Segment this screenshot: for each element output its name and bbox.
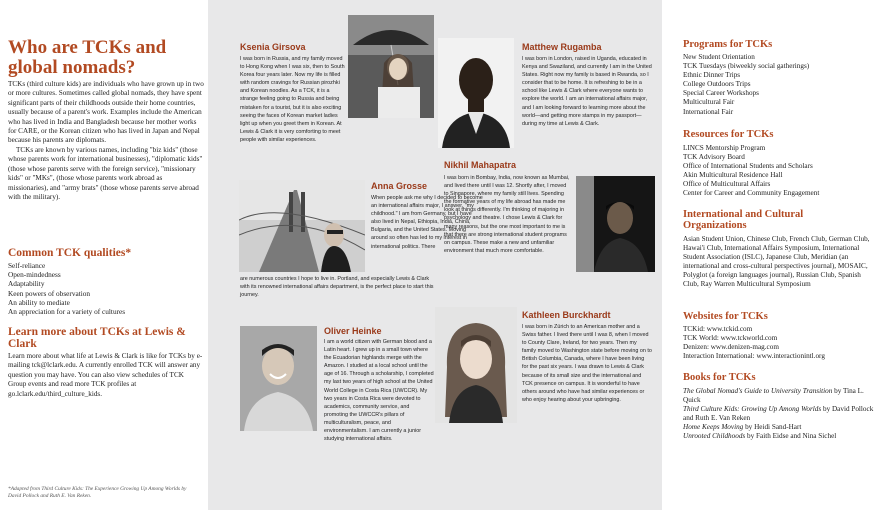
list-item: New Student Orientation	[683, 53, 755, 61]
book-title: Home Keeps Moving	[683, 423, 744, 432]
profile-name-kathleen: Kathleen Burckhardt	[522, 310, 611, 320]
learn-more-text: Learn more about what life at Lewis & Clark is like for TCKs by e-mailing tck@lclark.edu. A currently enrolled TCK will answer any question you may have. You can also view schedules of TCK Group events and read more TCK profiles at go.lclark.edu/third_culture_kids.	[8, 352, 203, 398]
list-item: Office of Multicultural Affairs	[683, 180, 771, 189]
profile-bio-kathleen: I was born in Zürich to an American mother and a Swiss father. I lived there until I was 8, when I moved to County Clare, Ireland, for two years. Then my family moved to Washington state before moving on to British Columbia, Canada, where I have been living for the past six years. I was drawn to Lewis & Clark because of its small size and the international and TCK presence on campus. It is wonderful to have others around who have had similar experiences or who enjoy hearing about your upbringing.	[522, 324, 652, 403]
profile-name-matthew: Matthew Rugamba	[522, 42, 602, 52]
book-title: The Global Nomad's Guide to University Transition	[683, 387, 833, 395]
book-title: Third Culture Kids: Growing Up Among Worlds	[683, 405, 822, 414]
list-item: TCK Advisory Board	[683, 153, 745, 162]
intro-paragraph-2: TCKs are known by various names, including "biz kids" (those whose parents work for international businesses), "diplomatic kids" (those whose parents serve with the foreign service), "missionary kids" or "MKs", (those whose parents work abroad as missionaries), and "army brats" (those whose parents serve abroad with the military).	[8, 146, 203, 202]
list-item: An appreciation for a variety of cultures	[8, 307, 126, 317]
profile-bio-nikhil: I was born in Bombay, India, now known as Mumbai, and lived there until I was 12. Shortly after, I moved to Singapore, where my family still lives. Spending the formative years of my life abroad has made me look at things differently. I'm thinking of majoring in psychology and theatre. I chose Lewis & Clark for many reasons, but the one most important to me is that there are strong international student programs on campus. These make a new and unfamiliar environment that much more comfortable.	[444, 175, 570, 254]
list-item: Keen powers of observation	[8, 288, 91, 298]
profiles-panel	[208, 0, 662, 510]
list-item: Interaction International: www.interactionintl.org	[683, 352, 825, 361]
list-item: TCKid: www.tckid.com	[683, 325, 753, 333]
list-item: LINCS Mentorship Program	[683, 144, 766, 152]
websites-heading: Websites for TCKs	[683, 311, 768, 322]
qualities-list	[8, 261, 204, 316]
book-author: by Faith Eidse and Nina Sichel	[745, 432, 837, 441]
page-title: Who are TCKs and global nomads?	[8, 37, 167, 78]
resources-list	[683, 144, 878, 199]
list-item: TCK Tuesdays (biweekly social gatherings)	[683, 62, 810, 71]
list-item	[683, 432, 878, 441]
list-item	[683, 387, 878, 405]
list-item: Special Career Workshops	[683, 89, 759, 98]
programs-heading: Programs for TCKs	[683, 39, 773, 50]
list-item: Self-reliance	[8, 261, 46, 270]
profile-bio-oliver: I am a world citizen with German blood and a Latin heart. I grew up in a small town where the Ecuadorian highlands merge with the Amazon. I studied at a local school until the age of 16. Through a scholarship, I completed my last two years of high school at the United World College in Costa Rica (UWCCR). My two years in Costa Rica were devoted to academics, community service, and promoting the UWCCR's pillars of multiculturalism, peace, and environmentalism. I am currently a junior studying international affairs.	[324, 339, 434, 443]
book-author: by David Pollock and Ruth E. Van Reken	[683, 405, 874, 423]
photo-matthew	[438, 38, 514, 148]
intro-paragraph-1: TCKs (third culture kids) are individuals who have grown up in two or more cultures. Sometimes called global nomads, they have spent significant parts of their childhoods outside their home countries, usually because of a parent's work. Examples include the American who has lived in India and Bangladesh because her mother works for CARE, or the Korean citizen who has lived in Japan and Nepal because his parents are diplomats.	[8, 80, 204, 145]
profile-bio-ksenia: I was born in Russia, and my family moved to Hong Kong when I was six, then to South Korea four years later. Now my life is filled with random cravings for Russian pirozhki and Korean noodles. As a TCK, it is a strange feeling going to Russia and being mistaken for a tourist, but it is also exciting seeing the faces of Korean market ladies light up when you greet them in Korean. At Lewis & Clark it is very comforting to meet people with similar experiences.	[240, 56, 345, 143]
profile-name-nikhil: Nikhil Mahapatra	[444, 160, 517, 170]
list-item: Multicultural Fair	[683, 98, 735, 107]
book-title: Unrooted Childhoods	[683, 432, 746, 441]
list-item: Center for Career and Community Engagement	[683, 189, 820, 198]
profile-bio-anna-part2: are numerous countries I hope to live in. Portland, and especially Lewis & Clark with its renowned international affairs department, is the perfect place to start this journey.	[240, 276, 434, 299]
photo-kathleen	[435, 307, 517, 423]
books-list	[683, 387, 878, 442]
photo-ksenia	[348, 15, 434, 118]
profile-name-anna: Anna Grosse	[371, 181, 428, 191]
photo-anna	[239, 180, 365, 272]
learn-more-heading: Learn more about TCKs at Lewis & Clark	[8, 326, 186, 350]
photo-nikhil	[576, 176, 655, 272]
right-column	[662, 0, 879, 510]
list-item: Ethnic Dinner Trips	[683, 71, 741, 80]
left-column	[0, 0, 208, 510]
list-item: College Outdoors Trips	[683, 80, 751, 89]
organizations-text: Asian Student Union, Chinese Club, French Club, German Club, Hawai'i Club, International Affairs Symposium, International Student Association (ISLC), Japanese Club, Meridian (an international and cross-cultural perspectives journal), MOSAIC, Polyglot (a foreign languages journal), Russian Club, Spanish Club, Ray Warren Multicultural Symposium	[683, 235, 870, 289]
profile-bio-anna-part1: When people ask me why I decided to become an international affairs major, I answer, "my childhood." I am from Germany, but I have also lived in Nepal, Ethiopia, India, China, Bulgaria, and the United States. Moving around so often has led to my interest in international politics. There	[371, 195, 483, 250]
list-item: Akin Multicultural Residence Hall	[683, 171, 783, 180]
footnote: *Adapted from Third Culture Kids: The Experience Growing Up Among Worlds by David Pollock and Ruth E. Van Reken.	[8, 486, 187, 499]
resources-heading: Resources for TCKs	[683, 129, 774, 140]
books-heading: Books for TCKs	[683, 372, 756, 383]
profile-bio-matthew: I was born in London, raised in Uganda, educated in Kenya and Swaziland, and currently I am in the United States. Right now my family is based in Rwanda, so I consider that to be home. It is refreshing to be in a school like Lewis & Clark where everyone wants to explore the world. I am an international affairs major, and I am looking forward to learning more about the world—and getting more stamps in my passport—during my time at Lewis & Clark.	[522, 56, 652, 127]
list-item: TCK World: www.tckworld.com	[683, 334, 778, 343]
profile-name-oliver: Oliver Heinke	[324, 326, 382, 336]
list-item: An ability to mediate	[8, 297, 70, 307]
photo-oliver	[240, 326, 317, 431]
list-item: Open-mindedness	[8, 270, 61, 280]
websites-list	[683, 325, 878, 361]
book-author: by Tina L. Quick	[683, 387, 864, 405]
programs-list	[683, 53, 878, 117]
list-item: Denizen: www.denizen-mag.com	[683, 343, 779, 352]
profile-name-ksenia: Ksenia Girsova	[240, 42, 306, 52]
organizations-heading: International and Cultural Organizations	[683, 209, 804, 231]
qualities-heading: Common TCK qualities*	[8, 247, 132, 259]
list-item: Adaptability	[8, 279, 45, 289]
book-author: by Heidi Sand-Hart	[743, 423, 802, 432]
list-item: Office of International Students and Scholars	[683, 162, 813, 171]
list-item	[683, 423, 878, 432]
list-item: International Fair	[683, 107, 734, 116]
list-item	[683, 405, 878, 423]
